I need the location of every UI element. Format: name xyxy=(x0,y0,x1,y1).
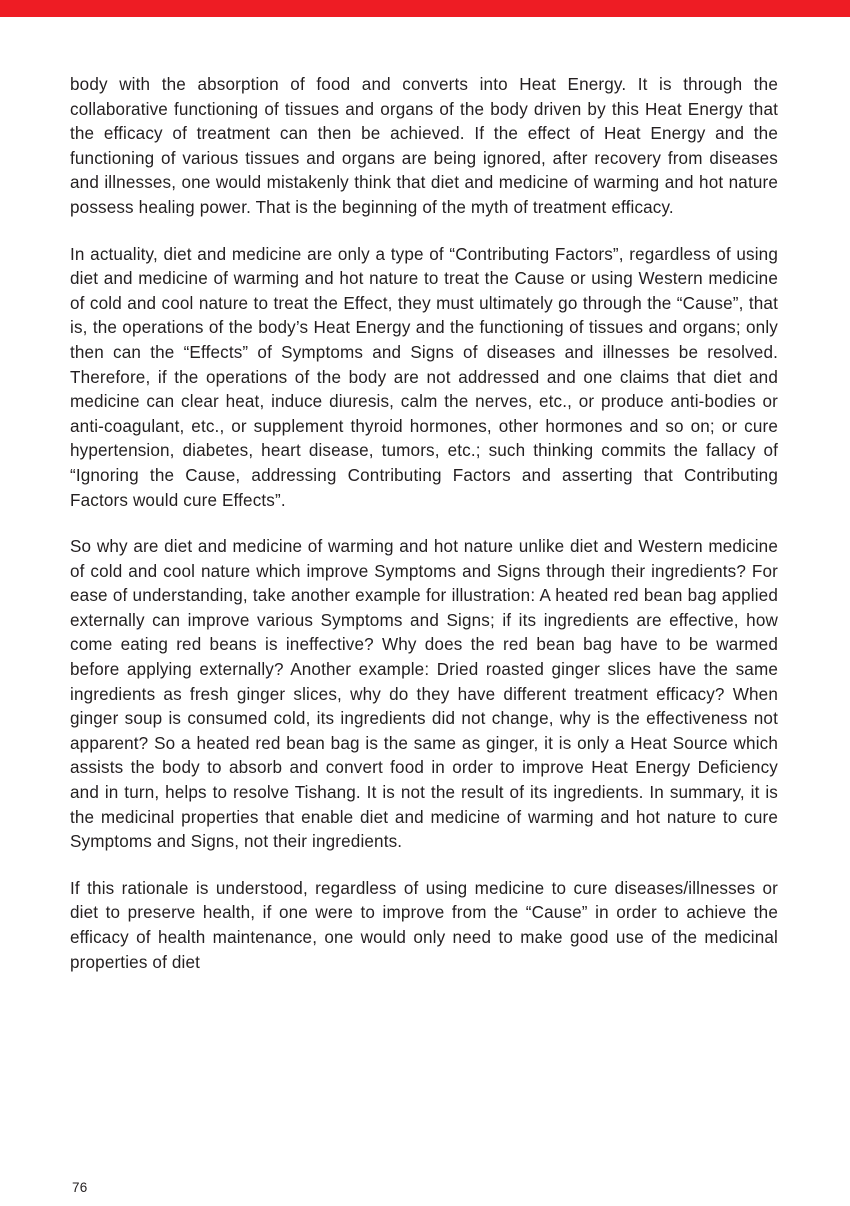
paragraph: So why are diet and medicine of warming and hot nature unlike diet and Western medicine of cold and cool nature which improve Symptoms and Signs through their ingredients? For ease of understanding, take another example for illustration: A heated red bean bag applied externally can improve various Symptoms and Signs; if its ingredients are effective, how come eating red beans is ineffective? Why does the red bean bag have to be warmed before applying externally? Another example: Dried roasted ginger slices have the same ingredients as fresh ginger slices, why do they have different treatment efficacy? When ginger soup is consumed cold, its ingredients did not change, why is the effectiveness not apparent? So a heated red bean bag is the same as ginger, it is only a Heat Source which assists the body to absorb and convert food in order to improve Heat Energy Deficiency and in turn, helps to resolve Tishang. It is not the result of its ingredients. In summary, it is the medicinal properties that enable diet and medicine of warming and hot nature to cure Symptoms and Signs, not their ingredients. xyxy=(70,537,778,852)
paragraph: body with the absorption of food and converts into Heat Energy. It is through the collaborative functioning of tissues and organs of the body driven by this Heat Energy that the efficacy of treatment can then be achieved. If the effect of Heat Energy and the functioning of various tissues and organs are being ignored, after recovery from diseases and illnesses, one would mistakenly think that diet and medicine of warming and hot nature possess healing power. That is the beginning of the myth of treatment efficacy. xyxy=(70,75,778,217)
paragraph: In actuality, diet and medicine are only a type of “Contributing Factors”, regardless of using diet and medicine of warming and hot nature to treat the Cause or using Western medicine of cold and cool nature to treat the Effect, they must ultimately go through the “Cause”, that is, the operations of the body’s Heat Energy and the functioning of tissues and organs; only then can the “Effects” of Symptoms and Signs of diseases and illnesses be resolved. Therefore, if the operations of the body are not addressed and one claims that diet and medicine can clear heat, induce diuresis, calm the nerves, etc., or produce anti-bodies or anti-coagulant, etc., or supplement thyroid hormones, other hormones and so on; or cure hypertension, diabetes, heart disease, tumors, etc.; such thinking commits the fallacy of “Ignoring the Cause, addressing Contributing Factors and asserting that Contributing Factors would cure Effects”. xyxy=(70,244,778,510)
page-number: 76 xyxy=(72,1180,88,1195)
document-page xyxy=(0,17,850,1206)
page-body-text xyxy=(70,73,778,975)
page-header-accent-bar xyxy=(0,0,850,17)
paragraph: If this rationale is understood, regardless of using medicine to cure diseases/illnesses or diet to preserve health, if one were to improve from the “Cause” in order to achieve the efficacy of health maintenance, one would only need to make good use of the medicinal properties of diet xyxy=(70,878,778,972)
